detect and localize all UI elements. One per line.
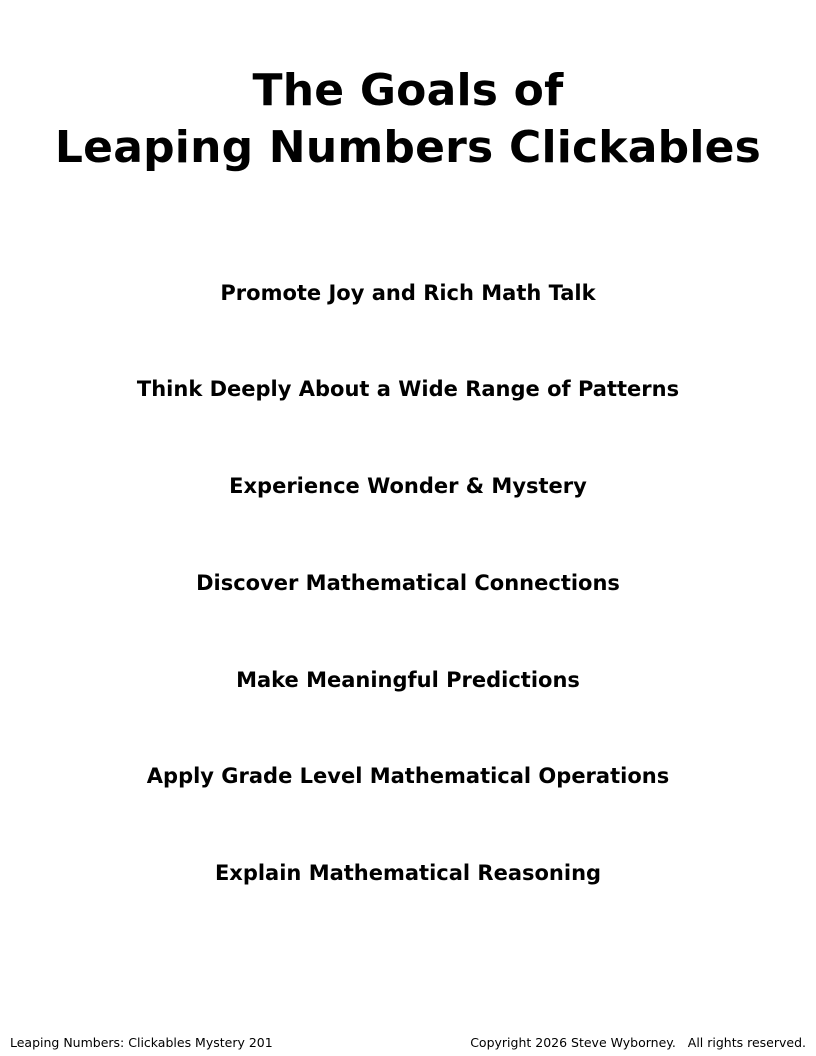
goal-item: Apply Grade Level Mathematical Operations (146, 764, 670, 788)
goal-item: Explain Mathematical Reasoning (214, 861, 602, 885)
goal-item: Discover Mathematical Connections (196, 571, 620, 595)
goal-item: Make Meaningful Predictions (236, 668, 580, 692)
page-title (0, 62, 816, 176)
footer-document-label: Leaping Numbers: Clickables Mystery 201 (10, 1035, 273, 1050)
footer-copyright: Copyright 2026 Steve Wyborney. All rights reserved. (470, 1035, 806, 1050)
goal-item: Experience Wonder & Mystery (229, 474, 587, 498)
page-title-line-2: Leaping Numbers Clickables (54, 122, 762, 173)
page-title-line-1: The Goals of (252, 65, 564, 116)
goal-item: Promote Joy and Rich Math Talk (220, 281, 596, 305)
goal-item: Think Deeply About a Wide Range of Patterns (136, 377, 680, 401)
